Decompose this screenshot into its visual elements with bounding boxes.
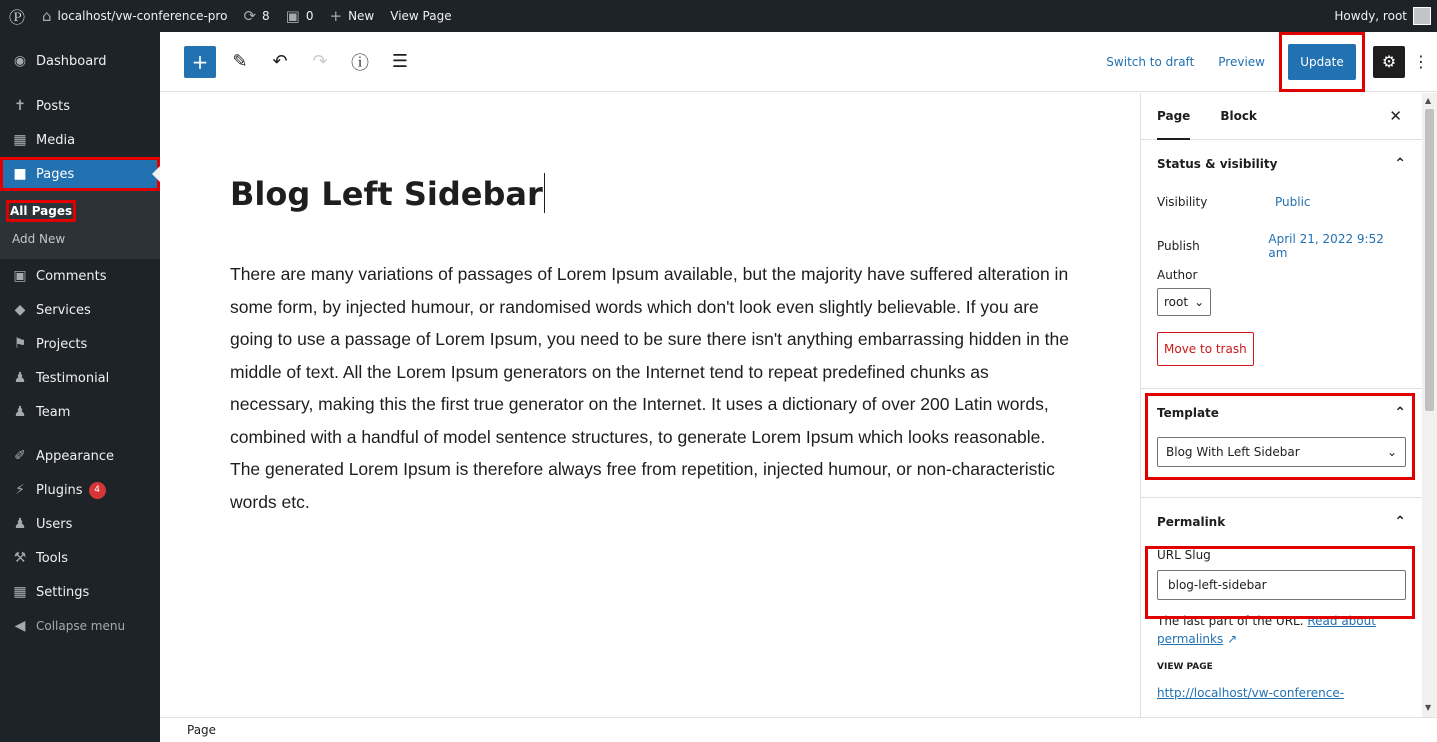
chevron-up-icon: ⌃ (1394, 514, 1406, 530)
pages-submenu (0, 191, 160, 259)
menu-team-label: Team (36, 404, 71, 420)
plug-icon: ⚡ (15, 482, 25, 498)
url-slug-label: URL Slug (1157, 548, 1211, 562)
add-block-button[interactable] (184, 46, 216, 78)
menu-media-label: Media (36, 132, 76, 148)
menu-posts-label: Posts (36, 98, 70, 114)
options-menu-button[interactable] (1405, 52, 1437, 71)
comment-icon: ▣ (13, 268, 27, 284)
pencil-icon: ✎ (232, 51, 248, 72)
wrench-icon: ⚒ (13, 550, 27, 566)
publish-date-toggle[interactable]: April 21, 2022 9:52 am (1268, 232, 1384, 260)
menu-services[interactable] (0, 293, 160, 327)
portfolio-icon: ⚑ (13, 336, 27, 352)
pin-icon: ✝ (14, 98, 26, 114)
status-visibility-toggle[interactable] (1157, 140, 1406, 188)
menu-tools[interactable] (0, 541, 160, 575)
menu-testimonial[interactable] (0, 361, 160, 395)
menu-appearance[interactable] (0, 439, 160, 473)
sidebar-tabs (1141, 93, 1422, 140)
view-page-heading: VIEW PAGE (1157, 662, 1213, 672)
settings-sidebar (1140, 93, 1422, 717)
author-select[interactable] (1157, 288, 1211, 316)
chevron-up-icon: ⌃ (1394, 156, 1406, 172)
menu-comments-label: Comments (36, 268, 107, 284)
collapse-label: Collapse menu (36, 619, 126, 633)
pages-icon: ■ (13, 166, 27, 182)
menu-settings[interactable] (0, 575, 160, 609)
menu-plugins-label: Plugins (36, 482, 83, 498)
comments-count: 0 (305, 9, 314, 23)
undo-button[interactable] (264, 46, 296, 78)
updates-count: 8 (262, 9, 270, 23)
scroll-down-arrow-icon[interactable]: ▼ (1425, 703, 1432, 712)
menu-tools-label: Tools (36, 550, 69, 566)
publish-row (1157, 232, 1406, 260)
site-url: localhost/vw-conference-pro (57, 9, 228, 23)
menu-projects-label: Projects (36, 336, 88, 352)
avatar (1413, 7, 1431, 25)
admin-bar (0, 0, 1437, 32)
menu-dashboard-label: Dashboard (36, 53, 107, 69)
plus-icon: + (191, 49, 209, 74)
permalink-help-text: The last part of the URL. (1157, 614, 1304, 628)
wordpress-logo-icon[interactable]: Ⓟ (8, 7, 25, 27)
post-title[interactable] (230, 173, 545, 213)
author-label: Author (1157, 268, 1198, 282)
brush-icon: ✐ (14, 448, 26, 464)
redo-icon: ↷ (312, 51, 328, 72)
visibility-row (1157, 188, 1406, 216)
menu-plugins[interactable] (0, 473, 160, 507)
tab-block[interactable]: Block (1220, 108, 1257, 123)
new-label: New (348, 9, 375, 23)
template-panel (1141, 389, 1422, 498)
chevron-down-icon: ⌄ (1386, 445, 1397, 459)
tools-pencil-button[interactable] (224, 46, 256, 78)
scrollbar-thumb[interactable] (1425, 109, 1434, 411)
people-icon: ♟ (13, 370, 27, 386)
redo-button[interactable] (304, 46, 336, 78)
update-highlight (1279, 32, 1365, 92)
menu-posts[interactable] (0, 89, 160, 123)
menu-settings-label: Settings (36, 584, 90, 600)
author-value: root (1164, 295, 1189, 309)
plus-icon: + (329, 7, 343, 25)
dashboard-icon: ◉ (13, 53, 27, 69)
tab-page[interactable]: Page (1141, 93, 1206, 140)
site-name-link[interactable] (34, 0, 235, 32)
collapse-menu-button[interactable] (0, 609, 160, 643)
switch-to-draft-button[interactable]: Switch to draft (1106, 54, 1195, 69)
undo-icon: ↶ (272, 51, 288, 72)
menu-dashboard[interactable] (0, 44, 160, 78)
collapse-arrow-icon: ◀ (14, 618, 26, 634)
submenu-all-pages[interactable] (0, 197, 160, 225)
view-page-url-link[interactable]: http://localhost/vw-conference- (1157, 686, 1345, 700)
people-icon: ♟ (13, 404, 27, 420)
visibility-toggle[interactable]: Public (1275, 195, 1311, 209)
chevron-down-icon: ⌄ (1194, 295, 1205, 309)
publish-label: Publish (1157, 239, 1200, 253)
settings-toggle-button[interactable] (1373, 46, 1405, 78)
menu-services-label: Services (36, 302, 91, 318)
new-content-link[interactable] (321, 0, 382, 32)
sidebar-scrollbar[interactable] (1422, 93, 1437, 717)
greeting: Howdy, root (1334, 9, 1407, 23)
paragraph-block[interactable]: There are many variations of passages of Lorem Ipsum available, but the majority have suffered alteration in some form, by injected humour, or randomised words which don't look even slightly believable. If you are going to use a passage of Lorem Ipsum, you need to be sure there isn't anything embarrassing hidden in the middle of text. All the Lorem Ipsum generators on the Internet tend to repeat predefined chunks as necessary, making this the first true generator on the Internet. It uses a dictionary of over 200 Latin words, combined with a handful of model sentence structures, to generate Lorem Ipsum which looks reasonable. The generated Lorem Ipsum is therefore always free from repetition, injected humour, or non-characteristic words etc. (230, 264, 1070, 512)
details-button[interactable] (344, 46, 376, 78)
template-title: Template (1157, 406, 1219, 420)
view-page-link[interactable] (382, 0, 459, 32)
permalink-title: Permalink (1157, 515, 1226, 529)
menu-testimonial-label: Testimonial (36, 370, 110, 386)
comments-link[interactable] (278, 0, 322, 32)
editor-toolbar (160, 32, 1437, 92)
menu-users-label: Users (36, 516, 73, 532)
status-visibility-title: Status & visibility (1157, 157, 1278, 171)
comment-icon: ▣ (285, 7, 300, 25)
admin-menu (0, 32, 160, 742)
menu-appearance-label: Appearance (36, 448, 115, 464)
media-icon: ▦ (13, 132, 27, 148)
settings-icon: ▦ (13, 584, 27, 600)
move-to-trash-button[interactable]: Move to trash (1157, 332, 1254, 366)
editor-canvas (160, 93, 1140, 717)
refresh-icon: ⟳ (243, 7, 257, 25)
info-icon: ⓘ (351, 52, 369, 74)
post-title-text: Blog Left Sidebar (230, 175, 543, 213)
chevron-up-icon: ⌃ (1394, 405, 1406, 421)
url-slug-highlight (1145, 546, 1415, 619)
menu-projects[interactable] (0, 327, 160, 361)
block-breadcrumb-bar (160, 717, 1437, 742)
preview-button[interactable]: Preview (1218, 54, 1265, 69)
more-vertical-icon: ⋮ (1413, 52, 1429, 71)
update-button[interactable]: Update (1288, 44, 1355, 80)
my-account-link[interactable] (1326, 0, 1437, 32)
external-link-icon: ↗ (1227, 632, 1238, 646)
add-new-label: Add New (12, 232, 66, 246)
close-icon[interactable]: ✕ (1389, 107, 1402, 125)
services-icon: ◆ (14, 302, 26, 318)
menu-pages-label: Pages (36, 166, 75, 182)
submenu-add-new[interactable] (0, 225, 160, 253)
menu-pages[interactable] (0, 157, 160, 191)
home-icon: ⌂ (42, 7, 52, 25)
list-view-icon: ☰ (391, 51, 409, 72)
read-about-permalinks-link[interactable]: Read about permalinks (1157, 614, 1376, 646)
template-highlight (1145, 393, 1415, 480)
permalink-panel (1141, 498, 1422, 700)
url-slug-input[interactable]: blog-left-sidebar (1157, 570, 1406, 600)
visibility-label: Visibility (1157, 195, 1208, 209)
all-pages-label: All Pages (6, 200, 76, 222)
template-value: Blog With Left Sidebar (1166, 445, 1300, 459)
menu-users[interactable] (0, 507, 160, 541)
user-icon: ♟ (13, 516, 27, 532)
text-caret (544, 173, 545, 213)
menu-media[interactable] (0, 123, 160, 157)
list-view-button[interactable] (384, 46, 416, 78)
view-page-label: View Page (390, 9, 452, 23)
gear-icon: ⚙ (1381, 52, 1397, 71)
scroll-up-arrow-icon[interactable]: ▲ (1425, 96, 1432, 105)
plugins-update-badge: 4 (89, 482, 106, 499)
breadcrumb-page[interactable]: Page (187, 723, 217, 737)
permalink-toggle[interactable] (1157, 498, 1406, 546)
menu-team[interactable] (0, 395, 160, 429)
updates-link[interactable] (235, 0, 277, 32)
status-visibility-panel (1141, 140, 1422, 389)
menu-comments[interactable] (0, 259, 160, 293)
